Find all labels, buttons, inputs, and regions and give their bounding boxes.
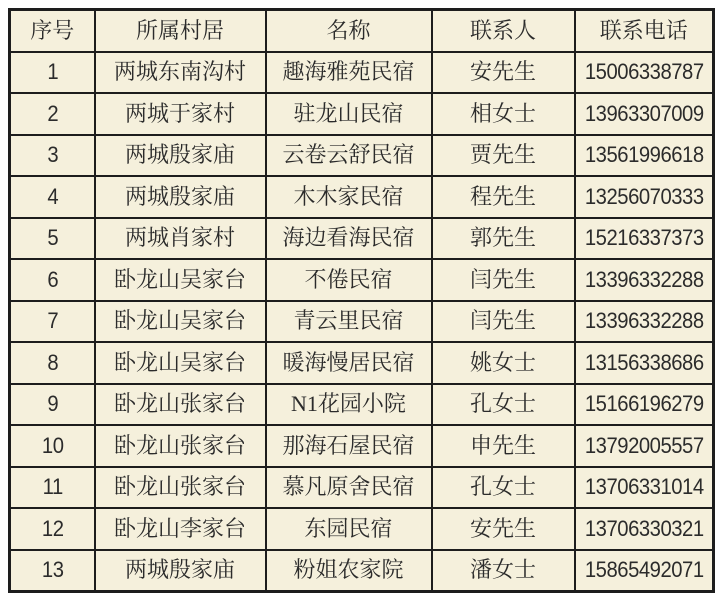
cell-village: 两城东南沟村 xyxy=(95,52,266,94)
cell-phone: 13706330321 xyxy=(580,508,708,550)
table-row xyxy=(10,508,714,550)
cell-no: 12 xyxy=(13,508,91,550)
cell-phone: 13396332288 xyxy=(580,259,708,301)
cell-no: 7 xyxy=(13,301,91,343)
cell-phone: 13396332288 xyxy=(580,301,708,343)
cell-name: 慕凡原舍民宿 xyxy=(266,467,432,509)
cell-no: 11 xyxy=(13,467,91,509)
cell-contact: 安先生 xyxy=(432,52,575,94)
cell-name: 驻龙山民宿 xyxy=(266,93,432,135)
cell-name: 青云里民宿 xyxy=(266,301,432,343)
cell-phone: 13256070333 xyxy=(580,176,708,218)
cell-name: N1花园小院 xyxy=(266,384,432,426)
cell-contact: 申先生 xyxy=(432,425,575,467)
cell-no: 3 xyxy=(13,135,91,177)
cell-name: 暖海慢居民宿 xyxy=(266,342,432,384)
table-row xyxy=(10,301,714,343)
cell-no: 6 xyxy=(13,259,91,301)
cell-no: 4 xyxy=(13,176,91,218)
table-row xyxy=(10,52,714,94)
cell-contact: 姚女士 xyxy=(432,342,575,384)
column-header-contact: 联系人 xyxy=(432,10,575,52)
column-header-no: 序号 xyxy=(10,10,95,52)
cell-contact: 程先生 xyxy=(432,176,575,218)
table-row xyxy=(10,218,714,260)
table-row xyxy=(10,259,714,301)
cell-contact: 安先生 xyxy=(432,508,575,550)
cell-phone: 13963307009 xyxy=(580,93,708,135)
cell-name: 不倦民宿 xyxy=(266,259,432,301)
cell-phone: 15006338787 xyxy=(580,52,708,94)
cell-village: 卧龙山吴家台 xyxy=(95,259,266,301)
table-row xyxy=(10,467,714,509)
table-row xyxy=(10,342,714,384)
cell-name: 粉姐农家院 xyxy=(266,550,432,592)
cell-contact: 郭先生 xyxy=(432,218,575,260)
cell-no: 13 xyxy=(13,550,91,592)
cell-name: 海边看海民宿 xyxy=(266,218,432,260)
cell-contact: 孔女士 xyxy=(432,384,575,426)
cell-village: 卧龙山张家台 xyxy=(95,467,266,509)
cell-name: 木木家民宿 xyxy=(266,176,432,218)
table-row xyxy=(10,93,714,135)
cell-village: 卧龙山吴家台 xyxy=(95,301,266,343)
cell-village: 卧龙山张家台 xyxy=(95,425,266,467)
cell-village: 两城殷家庙 xyxy=(95,135,266,177)
cell-phone: 13561996618 xyxy=(580,135,708,177)
table-row xyxy=(10,550,714,592)
column-header-phone: 联系电话 xyxy=(575,10,714,52)
table-row xyxy=(10,135,714,177)
cell-phone: 15865492071 xyxy=(580,550,708,592)
cell-village: 两城于家村 xyxy=(95,93,266,135)
cell-no: 9 xyxy=(13,384,91,426)
cell-contact: 闫先生 xyxy=(432,259,575,301)
homestay-contact-table xyxy=(8,8,715,593)
cell-village: 卧龙山张家台 xyxy=(95,384,266,426)
cell-contact: 孔女士 xyxy=(432,467,575,509)
cell-no: 8 xyxy=(13,342,91,384)
cell-contact: 闫先生 xyxy=(432,301,575,343)
cell-contact: 贾先生 xyxy=(432,135,575,177)
cell-name: 云卷云舒民宿 xyxy=(266,135,432,177)
cell-phone: 15216337373 xyxy=(580,218,708,260)
cell-village: 卧龙山吴家台 xyxy=(95,342,266,384)
table-row xyxy=(10,384,714,426)
cell-phone: 13156338686 xyxy=(580,342,708,384)
cell-phone: 13792005557 xyxy=(580,425,708,467)
column-header-name: 名称 xyxy=(266,10,432,52)
cell-name: 东园民宿 xyxy=(266,508,432,550)
header-row xyxy=(10,10,714,52)
cell-phone: 15166196279 xyxy=(580,384,708,426)
cell-phone: 13706331014 xyxy=(580,467,708,509)
cell-name: 那海石屋民宿 xyxy=(266,425,432,467)
cell-no: 10 xyxy=(13,425,91,467)
column-header-village: 所属村居 xyxy=(95,10,266,52)
cell-village: 两城殷家庙 xyxy=(95,550,266,592)
table-body xyxy=(10,52,714,592)
cell-contact: 潘女士 xyxy=(432,550,575,592)
cell-contact: 相女士 xyxy=(432,93,575,135)
cell-village: 两城肖家村 xyxy=(95,218,266,260)
cell-no: 1 xyxy=(13,52,91,94)
cell-village: 卧龙山李家台 xyxy=(95,508,266,550)
cell-village: 两城殷家庙 xyxy=(95,176,266,218)
table-row xyxy=(10,425,714,467)
cell-name: 趣海雅苑民宿 xyxy=(266,52,432,94)
cell-no: 2 xyxy=(13,93,91,135)
cell-no: 5 xyxy=(13,218,91,260)
table-row xyxy=(10,176,714,218)
